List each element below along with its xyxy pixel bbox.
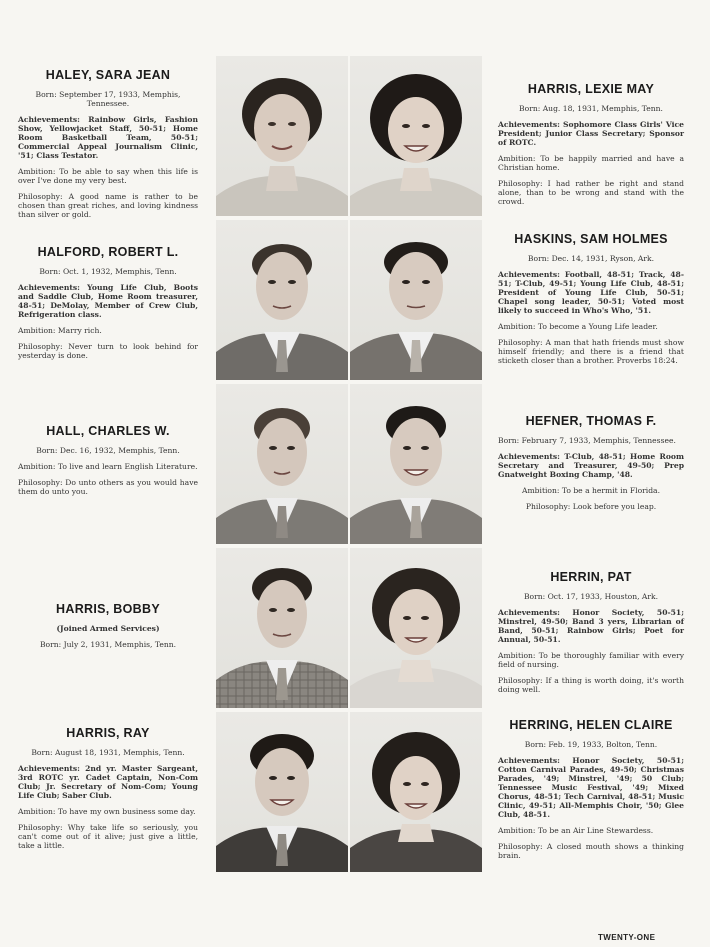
student-ambition: Ambition: To be able to say when this life is over I've done my very best. [18,167,198,185]
student-philosophy: Philosophy: Look before you leap. [525,502,657,511]
student-ambition: Ambition: To be an Air Line Stewardess. [498,826,654,835]
student-entry-haley-sara-jean [18,68,198,226]
student-born: Born: September 17, 1933, Memphis, Tennessee. [35,90,181,108]
student-born: Born: Feb. 19, 1933, Bolton, Tenn. [524,740,658,749]
portrait-photo-herrin-pat [350,548,482,708]
student-name: HERRIN, PAT [550,570,632,584]
student-ambition: Ambition: To have my own business some day. [18,807,196,816]
student-philosophy: Philosophy: Do unto others as you would have them do unto you. [18,478,198,496]
student-name: HALEY, SARA JEAN [45,68,171,82]
portrait-photo-haley-sara-jean [216,56,348,216]
student-born: Born: Dec. 14, 1931, Ryson, Ark. [527,254,655,263]
student-name: HARRIS, LEXIE MAY [527,82,655,96]
student-entry-hall-charles [18,424,198,503]
student-name: HERRING, HELEN CLAIRE [509,718,673,732]
student-philosophy: Philosophy: If a thing is worth doing, it's worth doing well. [498,676,684,694]
portrait-photo-harris-bobby [216,548,348,708]
student-born: Born: February 7, 1933, Memphis, Tennessee. [498,436,676,445]
student-ambition: Ambition: To be a hermit in Florida. [521,486,661,495]
student-philosophy: Philosophy: A closed mouth shows a thinking brain. [498,842,684,860]
page-number: TWENTY-ONE [598,933,656,942]
student-born: Born: Oct. 1, 1932, Memphis, Tenn. [39,267,177,276]
student-achievements: Achievements: Young Life Club, Boots and Saddle Club, Home Room treasurer, 48-51; DeMolay, Member of Crew Club, Refrigeration class. [18,283,198,319]
portrait-photo-haskins-sam [350,220,482,380]
student-ambition: Ambition: To be happily married and have a Christian home. [498,154,684,172]
student-entry-haskins-sam [498,232,684,372]
student-ambition: Ambition: Marry rich. [18,326,102,335]
student-entry-halford-robert [18,245,198,367]
portrait-photo-halford-robert [216,220,348,380]
student-ambition: Ambition: To be thoroughly familiar with every field of nursing. [498,651,684,669]
student-born: Born: Dec. 16, 1932, Memphis, Tenn. [36,446,180,455]
student-philosophy: Philosophy: A good name is rather to be chosen than great riches, and loving kindness than silver or gold. [18,192,198,219]
student-philosophy: Philosophy: I had rather be right and stand alone, than to be wrong and stand with the crowd. [498,179,684,206]
student-achievements: Achievements: Sophomore Class Girls' Vice President; Junior Class Secretary; Sponsor of ROTC. [498,120,684,147]
student-born: Born: Oct. 17, 1933, Houston, Ark. [523,592,659,601]
student-achievements: Achievements: Honor Society, 50-51; Minstrel, 49-50; Band 3 yers, Librarian of Band, 50-51; Rainbow Girls; Poet for Annual, 50-51. [498,608,684,644]
student-born: Born: July 2, 1931, Memphis, Tenn. [39,640,177,649]
student-born: Born: Aug. 18, 1931, Memphis, Tenn. [519,104,663,113]
student-philosophy: Philosophy: Never turn to look behind for yesterday is done. [18,342,198,360]
student-born: Born: August 18, 1931, Memphis, Tenn. [31,748,185,757]
portrait-photo-herring-helen [350,712,482,872]
student-achievements: Achievements: T-Club, 48-51; Home Room Secretary and Treasurer, 49-50; Prep Gnatweight Boxing Champ, '48. [498,452,684,479]
student-name: HARRIS, BOBBY [56,602,160,616]
student-achievements: Achievements: Rainbow Girls, Fashion Show, Yellowjacket Staff, 50-51; Home Room Basketball Team, 50-51; Commercial Appeal Journalism Clinic, '51; Class Testator. [18,115,198,160]
student-entry-harris-bobby [18,602,198,656]
portrait-photo-harris-ray [216,712,348,872]
student-achievements: Achievements: 2nd yr. Master Sargeant, 3rd ROTC yr. Cadet Captain, Non-Com Club; Jr. Secretary of Nom-Com; Young Life Club; Saber Club. [18,764,198,800]
student-achievements: Achievements: Honor Society, 50-51; Cotton Carnival Parades, 49-50; Christmas Parades, '49; Minstrel, '49; 50 Club; Tennessee Music Festival, '49; Mixed Chorus, 48-51; Tech Carnival, 48-51; Music Clinic, 49-51; All-Memphis Choir, '50; Glee Club, 48-51. [498,756,684,819]
student-ambition: Ambition: To become a Young Life leader. [498,322,658,331]
student-name: HASKINS, SAM HOLMES [514,232,668,246]
student-philosophy: Philosophy: A man that hath friends must show himself friendly; and there is a friend that sticketh closer than a brother. Proverbs 18:24. [498,338,684,365]
student-achievements: Achievements: Football, 48-51; Track, 48-51; T-Club, 49-51; Young Life Club, 48-51; President of Young Life Club, 50-51; Chapel song leader, 50-51; Voted most likely to succeed in Who's Who, '51. [498,270,684,315]
student-name: HALL, CHARLES W. [46,424,170,438]
portrait-photo-hall-charles [216,384,348,544]
student-entry-harris-lexie-may [498,82,684,213]
student-name: HALFORD, ROBERT L. [37,245,179,259]
student-entry-herring-helen [498,718,684,867]
portrait-photo-hefner-thomas [350,384,482,544]
student-philosophy: Philosophy: Why take life so seriously, you can't come out of it alive; just give a little, take a little. [18,823,198,850]
student-name: HEFNER, THOMAS F. [525,414,657,428]
student-ambition: Ambition: To live and learn English Literature. [18,462,198,471]
portrait-photo-harris-lexie-may [350,56,482,216]
student-note: (Joined Armed Services) [56,624,160,633]
student-entry-herrin-pat [498,570,684,701]
student-name: HARRIS, RAY [66,726,150,740]
student-entry-hefner-thomas [498,414,684,518]
student-entry-harris-ray [18,726,198,857]
